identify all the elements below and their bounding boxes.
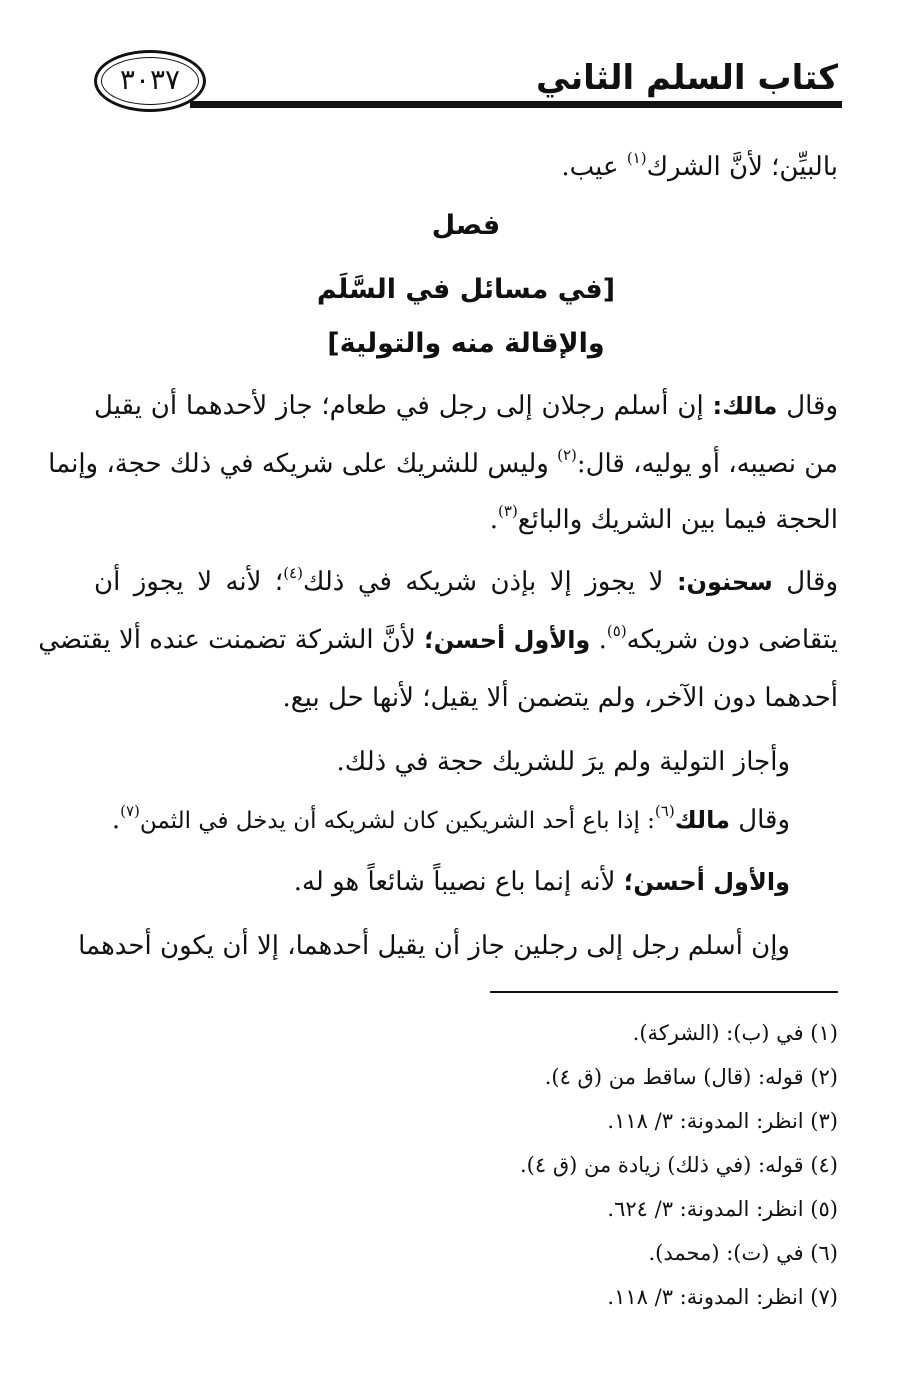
- text-run: عيب.: [561, 152, 627, 182]
- body-line: [94, 862, 790, 902]
- footnote: (١) في (ب): (الشركة).: [632, 1021, 838, 1045]
- text-run: .: [489, 505, 499, 535]
- text-run: ؛ لأنه لا يجوز أن: [94, 567, 284, 597]
- body-line: أحدهما دون الآخر، ولم يتضمن ألا يقيل؛ لأنها حل بيع.: [282, 683, 838, 713]
- running-header-title: كتاب السلم الثاني: [535, 58, 838, 98]
- page-number: ٣٠٣٧: [119, 63, 181, 96]
- text-run: لا يجوز إلا بإذن شريكه في ذلك: [302, 567, 677, 597]
- footnote: (٥) انظر: المدونة: ٣/ ٦٢٤.: [607, 1197, 838, 1221]
- header-rule: [190, 101, 842, 108]
- text-run: لأنَّ الشركة تضمنت عنده ألا يقتضي: [38, 625, 425, 655]
- footnote-ref: (٣): [498, 502, 518, 520]
- text-run: .: [590, 625, 607, 655]
- body-line: [94, 386, 838, 426]
- text-run: وقال: [777, 391, 839, 421]
- text-run: الحجة فيما بين الشريك والبائع: [517, 505, 838, 535]
- footnote: (٢) قوله: (قال) ساقط من (ق ٤).: [544, 1065, 838, 1089]
- text-run: .: [111, 805, 121, 835]
- bold-phrase: والأول أحسن؛: [623, 868, 790, 896]
- text-run: وقال: [772, 567, 839, 597]
- footnote-ref: (١): [626, 149, 647, 167]
- bold-name: مالك: [674, 806, 730, 834]
- section-heading: فصل: [431, 210, 501, 241]
- footnote-ref: (٤): [283, 564, 303, 582]
- bold-name: سحنون:: [676, 568, 773, 596]
- footnote-ref: (٢): [557, 446, 577, 464]
- footnote: (٦) في (ت): (محمد).: [648, 1241, 838, 1265]
- section-subheading: [في مسائل في السَّلَم: [316, 274, 616, 305]
- body-line: وأجاز التولية ولم يرَ للشريك حجة في ذلك.: [336, 747, 790, 777]
- text-run: وقال: [729, 805, 790, 835]
- body-line: [38, 620, 838, 660]
- footnote-ref: (٧): [120, 802, 140, 820]
- body-line: [94, 800, 790, 841]
- footnote-ref: (٦): [654, 802, 675, 820]
- text-run: إن أسلم رجلان إلى رجل في طعام؛ جاز لأحدهما أن يقيل: [94, 391, 713, 421]
- section-subheading: والإقالة منه والتولية]: [327, 328, 605, 359]
- bold-phrase: والأول أحسن؛: [424, 626, 591, 654]
- body-line: [94, 147, 838, 187]
- text-run: من نصيبه، أو يوليه، قال:: [576, 449, 838, 479]
- footnote: (٤) قوله: (في ذلك) زيادة من (ق ٤).: [519, 1153, 838, 1177]
- page-number-badge: [94, 50, 206, 112]
- body-line: [94, 562, 838, 602]
- footnote-ref: (٥): [606, 622, 627, 640]
- footnote: (٧) انظر: المدونة: ٣/ ١١٨.: [607, 1285, 838, 1309]
- text-run: لأنه إنما باع نصيباً شائعاً هو له.: [293, 867, 624, 897]
- text-run: بالبيِّن؛ لأنَّ الشرك: [646, 152, 838, 182]
- footnote: (٣) انظر: المدونة: ٣/ ١١٨.: [607, 1109, 838, 1133]
- body-line: [48, 444, 838, 484]
- text-run: وليس للشريك على شريكه في ذلك حجة، وإنما: [48, 449, 558, 479]
- bold-name: مالك:: [712, 392, 778, 420]
- body-line: وإن أسلم رجل إلى رجلين جاز أن يقيل أحدهما، إلا أن يكون أحدهما: [78, 931, 790, 961]
- body-line: [94, 500, 838, 540]
- footnote-separator: [490, 991, 838, 993]
- text-run: : إذا باع أحد الشريكين كان لشريكه أن يدخل في الثمن: [139, 808, 655, 834]
- text-run: يتقاضى دون شريكه: [626, 625, 838, 655]
